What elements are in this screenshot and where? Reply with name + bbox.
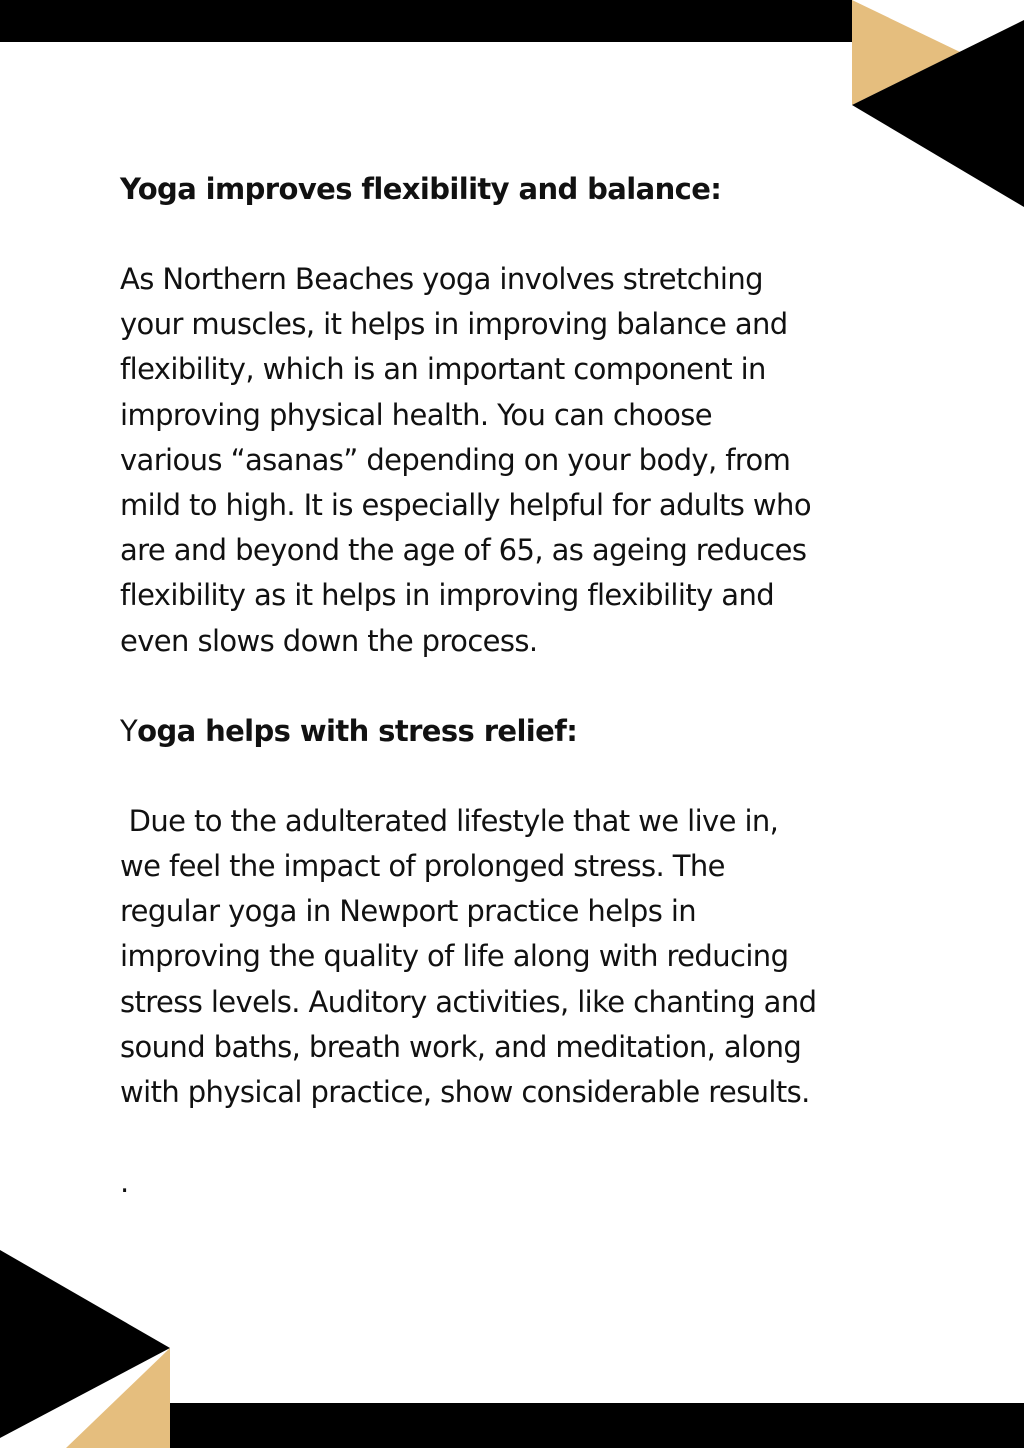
bottom-border-bar [170,1403,1024,1448]
top-border-bar [0,0,852,42]
paragraph-line: various “asanas” depending on your body, from [120,442,791,477]
paragraph-line: regular yoga in Newport practice helps in [120,894,697,929]
paragraph-line: improving physical health. You can choose [120,397,712,432]
heading-rest: oga helps with stress relief: [137,713,578,748]
spacer [120,664,910,709]
spacer [120,754,910,799]
paragraph-stress-relief [120,799,910,1115]
paragraph-line: flexibility as it helps in improving flexibility and [120,578,775,613]
spacer [120,212,910,257]
bottom-left-triangle-ornament [0,1248,172,1448]
paragraph-line: improving the quality of life along with reducing [120,939,789,974]
section-heading-flexibility: Yoga improves flexibility and balance: [120,172,722,206]
paragraph-line: flexibility, which is an important component in [120,352,766,387]
paragraph-line: even slows down the process. [120,623,538,658]
paragraph-line: mild to high. It is especially helpful for adults who [120,488,811,523]
document-body [120,167,910,1205]
paragraph-line: sound baths, breath work, and meditation, along [120,1029,802,1064]
spacer [120,1115,910,1160]
paragraph-line: your muscles, it helps in improving balance and [120,307,788,342]
paragraph-line: we feel the impact of prolonged stress. The [120,849,725,884]
paragraph-line: Due to the adulterated lifestyle that we live in, [120,803,779,838]
paragraph-flexibility [120,257,910,664]
paragraph-line: stress levels. Auditory activities, like chanting and [120,984,817,1019]
paragraph-line: are and beyond the age of 65, as ageing reduces [120,533,807,568]
heading-first-letter: Y [120,713,138,748]
paragraph-line: with physical practice, show considerable results. [120,1075,810,1110]
paragraph-line: As Northern Beaches yoga involves stretching [120,262,763,296]
trailing-dot: . [120,1165,130,1200]
section-heading-stress-relief [120,709,910,754]
